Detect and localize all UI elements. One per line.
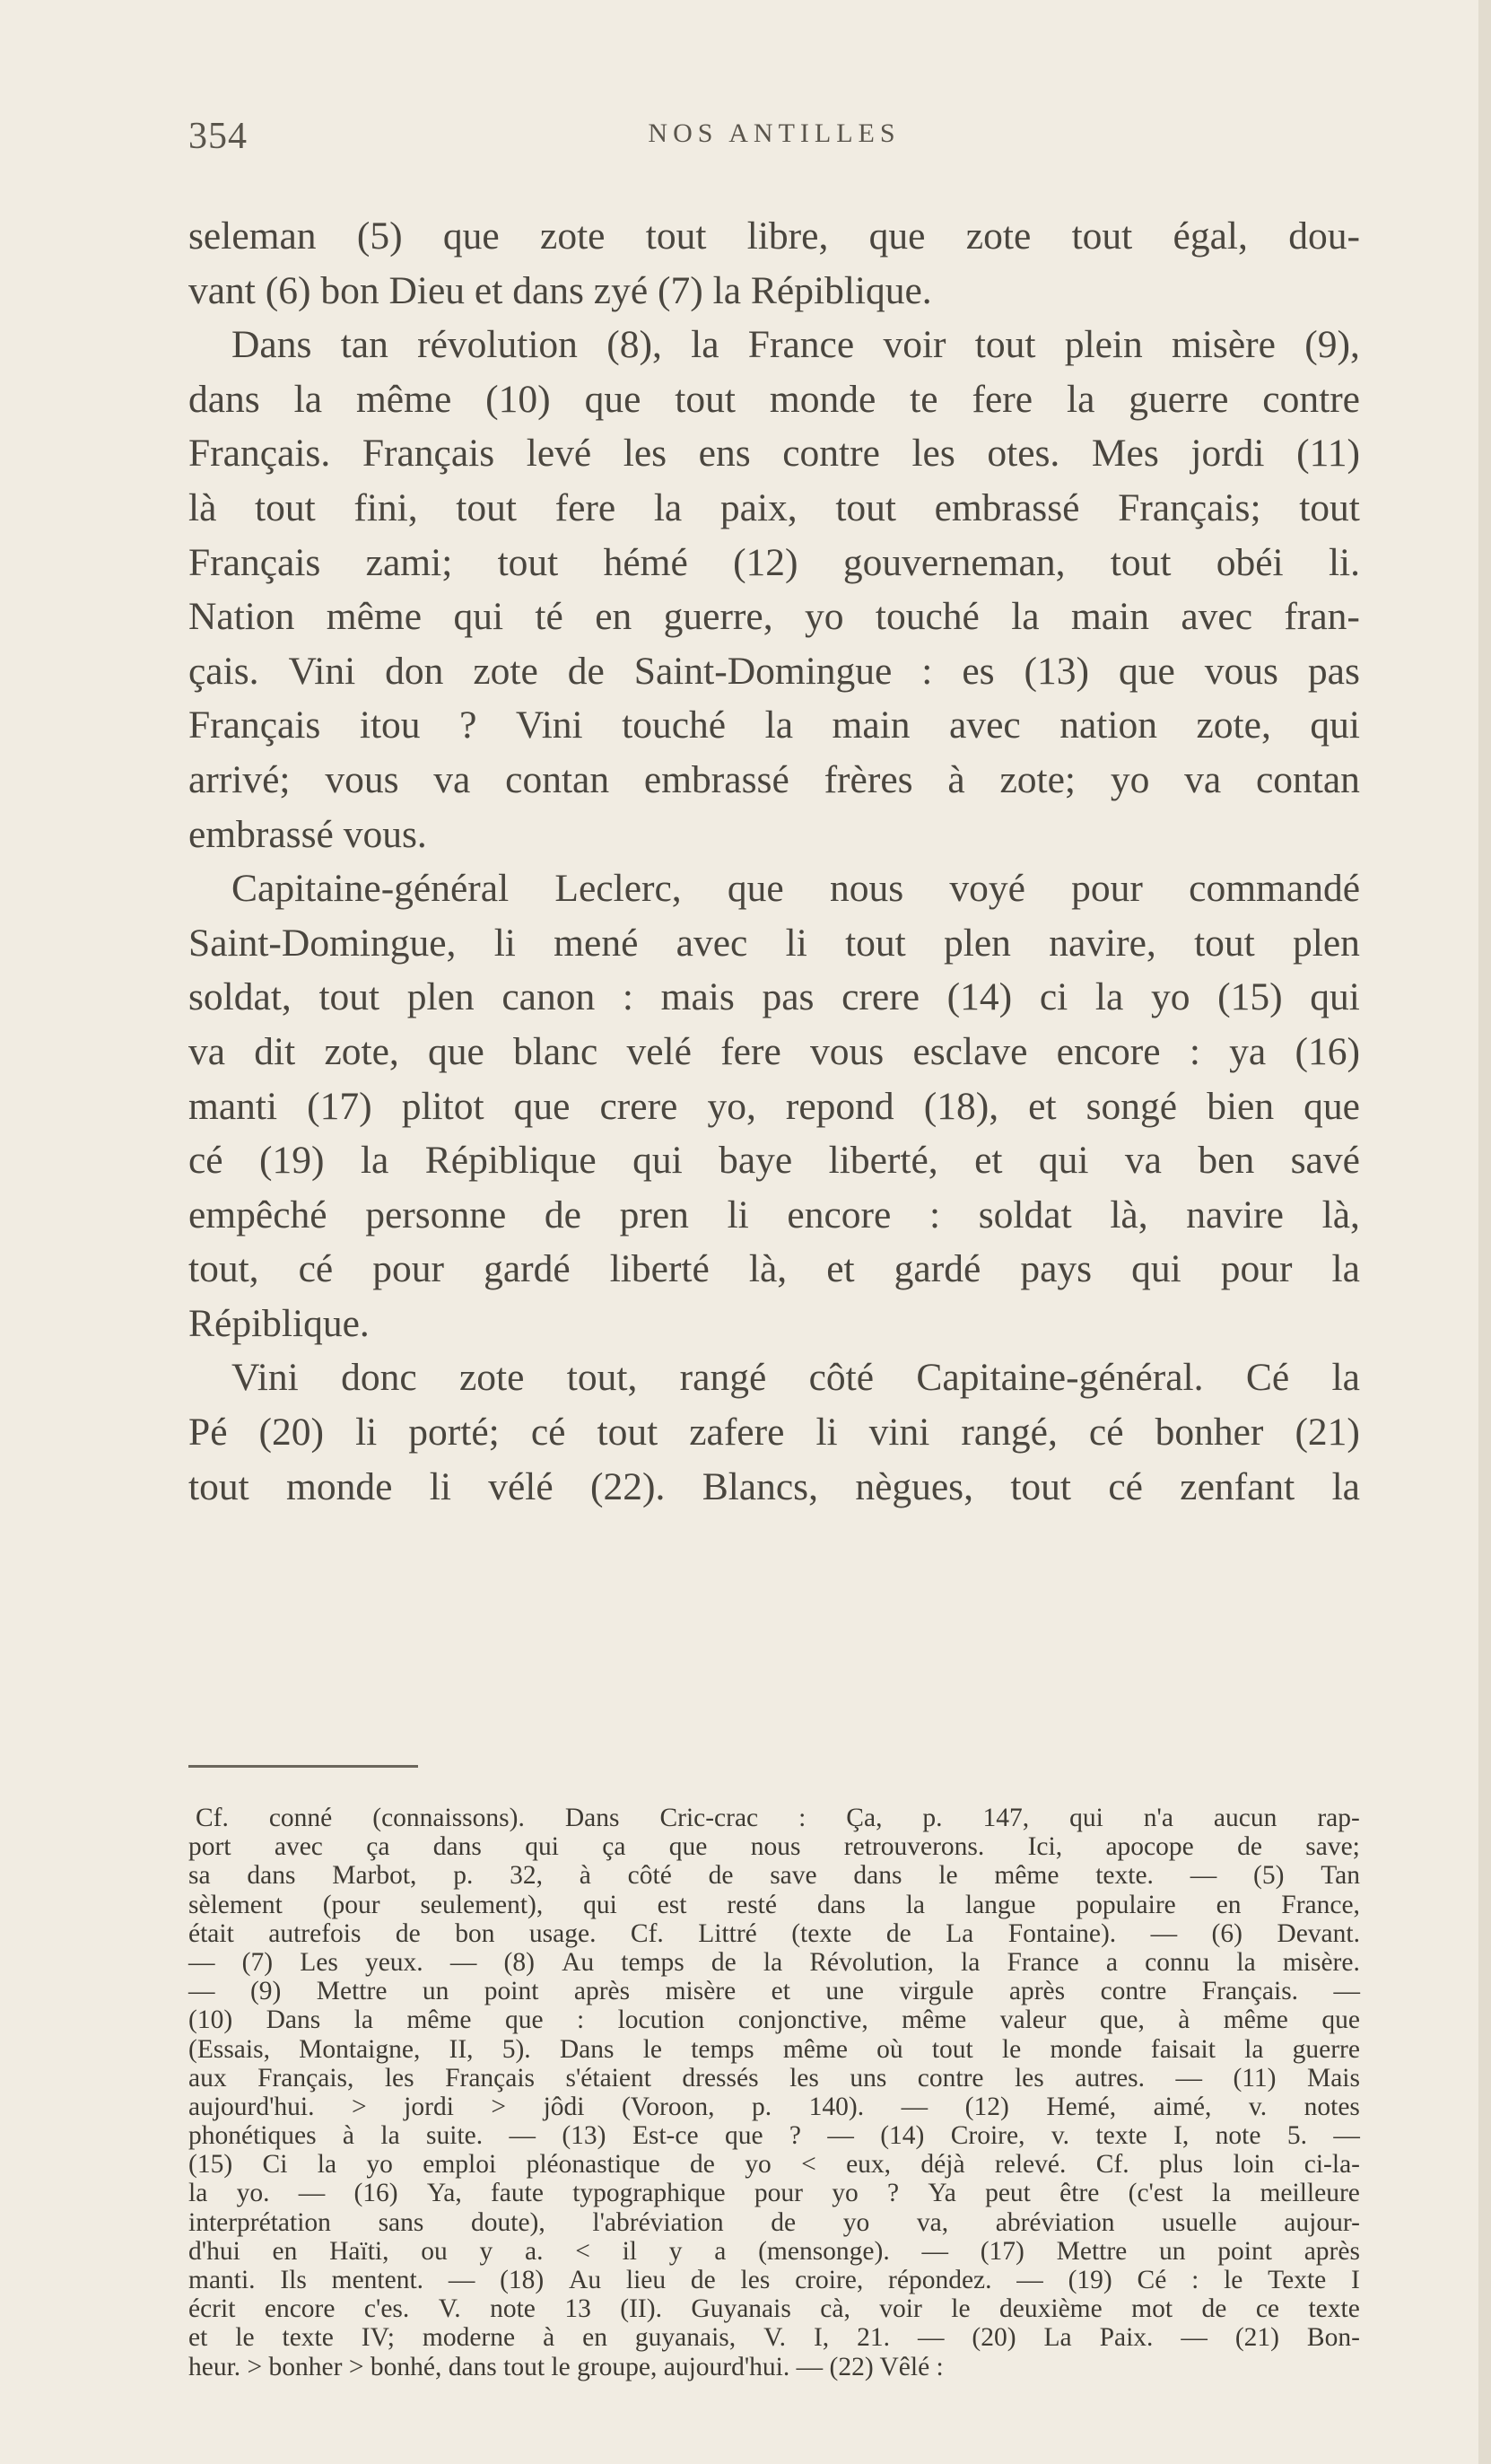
footnote-line: écrit encore c'es. V. note 13 (II). Guyanais cà, voir le deuxième mot de ce texte bbox=[188, 2294, 1360, 2324]
footnote-line: sèlement (pour seulement), qui est resté dans la langue populaire en France, bbox=[188, 1890, 1360, 1919]
footnote-line: la yo. — (16) Ya, faute typographique pour yo ? Ya peut être (c'est la meilleure bbox=[188, 2179, 1360, 2208]
text-line: Français zami; tout hémé (12) gouverneman, tout obéi li. bbox=[188, 540, 1360, 584]
text-line: tout, cé pour gardé liberté là, et gardé pays qui pour la bbox=[188, 1247, 1360, 1291]
text-line: soldat, tout plen canon : mais pas crere (14) ci la yo (15) qui bbox=[188, 975, 1360, 1019]
footnote-line: était autrefois de bon usage. Cf. Littré (texte de La Fontaine). — (6) Devant. bbox=[188, 1918, 1360, 1948]
main-text bbox=[188, 209, 1360, 1514]
footnote-line: (15) Ci la yo emploi pléonastique de yo < eux, déjà relevé. Cf. plus loin ci-la- bbox=[188, 2150, 1360, 2180]
text-line: tout monde li vélé (22). Blancs, nègues, tout cé zenfant la bbox=[188, 1464, 1360, 1508]
text-line: va dit zote, que blanc velé fere vous esclave encore : ya (16) bbox=[188, 1029, 1360, 1073]
text-line: Vini donc zote tout, rangé côté Capitaine-général. Cé la bbox=[231, 1356, 1360, 1400]
text-line: dans la même (10) que tout monde te fere la guerre contre bbox=[188, 377, 1360, 421]
running-title: NOS ANTILLES bbox=[648, 118, 901, 148]
text-line: Répiblique. bbox=[188, 1301, 370, 1345]
footnote-line: et le texte IV; moderne à en guyanais, V. I, 21. — (20) La Paix. — (21) Bon- bbox=[188, 2323, 1360, 2353]
text-line: seleman (5) que zote tout libre, que zote tout égal, dou- bbox=[188, 214, 1360, 258]
footnote-line: — (7) Les yeux. — (8) Au temps de la Révolution, la France a connu la misère. bbox=[188, 1947, 1360, 1977]
text-line: Français. Français levé les ens contre les otes. Mes jordi (11) bbox=[188, 432, 1360, 476]
text-line: Nation même qui té en guerre, yo touché la main avec fran- bbox=[188, 595, 1360, 639]
text-line: manti (17) plitot que crere yo, repond (18), et songé bien que bbox=[188, 1084, 1360, 1128]
footnote-line: Cf. conné (connaissons). Dans Cric-crac : Ça, p. 147, qui n'a aucun rap- bbox=[196, 1804, 1360, 1832]
text-line: çais. Vini don zote de Saint-Domingue : es (13) que vous pas bbox=[188, 649, 1360, 693]
footnote-line: d'hui en Haïti, ou y a. < il y a (mensonge). — (17) Mettre un point après bbox=[188, 2236, 1360, 2266]
page-number: 354 bbox=[188, 116, 248, 157]
footnote-line: heur. > bonher > bonhé, dans tout le groupe, aujourd'hui. — (22) Vêlé : bbox=[188, 2352, 944, 2381]
text-line: empêché personne de pren li encore : soldat là, navire là, bbox=[188, 1193, 1360, 1236]
text-line: là tout fini, tout fere la paix, tout embrassé Français; tout bbox=[188, 485, 1360, 529]
text-line: Saint-Domingue, li mené avec li tout plen navire, tout plen bbox=[188, 921, 1360, 965]
footnote-line: port avec ça dans qui ça que nous retrouverons. Ici, apocope de save; bbox=[188, 1832, 1360, 1862]
footnote-line: aujourd'hui. > jordi > jôdi (Voroon, p. 140). — (12) Hemé, aimé, v. notes bbox=[188, 2092, 1360, 2121]
page-header bbox=[188, 115, 1360, 160]
footnote-line: aux Français, les Français s'étaient dressés les uns contre les autres. — (11) Mais bbox=[188, 2063, 1360, 2093]
footnote-line: interprétation sans doute), l'abréviation de yo va, abréviation usuelle aujour- bbox=[188, 2207, 1360, 2237]
text-line: Capitaine-général Leclerc, que nous voyé pour commandé bbox=[231, 867, 1360, 911]
footnote-line: (10) Dans la même que : locution conjonctive, même valeur que, à même que bbox=[188, 2005, 1360, 2035]
footnote-line: phonétiques à la suite. — (13) Est-ce que ? — (14) Croire, v. texte I, note 5. — bbox=[188, 2121, 1360, 2151]
text-line: arrivé; vous va contan embrassé frères à zote; yo va contan bbox=[188, 757, 1360, 801]
footnote-line: (Essais, Montaigne, II, 5). Dans le temps même où tout le monde faisait la guerre bbox=[188, 2034, 1360, 2064]
text-line: Dans tan révolution (8), la France voir tout plein misère (9), bbox=[231, 323, 1360, 367]
footnotes bbox=[188, 1804, 1360, 2381]
footnote-line: manti. Ils mentent. — (18) Au lieu de les croire, répondez. — (19) Cé : le Texte I bbox=[188, 2266, 1360, 2294]
footnote-separator bbox=[188, 1765, 418, 1768]
footnote-line: sa dans Marbot, p. 32, à côté de save dans le même texte. — (5) Tan bbox=[188, 1861, 1360, 1891]
text-line: embrassé vous. bbox=[188, 812, 427, 856]
footnote-line: — (9) Mettre un point après misère et une virgule après contre Français. — bbox=[188, 1977, 1360, 2006]
text-line: Pé (20) li porté; cé tout zafere li vini rangé, cé bonher (21) bbox=[188, 1411, 1360, 1455]
text-line: Français itou ? Vini touché la main avec nation zote, qui bbox=[188, 703, 1360, 747]
text-line: cé (19) la Répiblique qui baye liberté, et qui va ben savé bbox=[188, 1139, 1360, 1183]
text-line: vant (6) bon Dieu et dans zyé (7) la Répiblique. bbox=[188, 268, 932, 312]
page-edge bbox=[1478, 0, 1491, 2464]
